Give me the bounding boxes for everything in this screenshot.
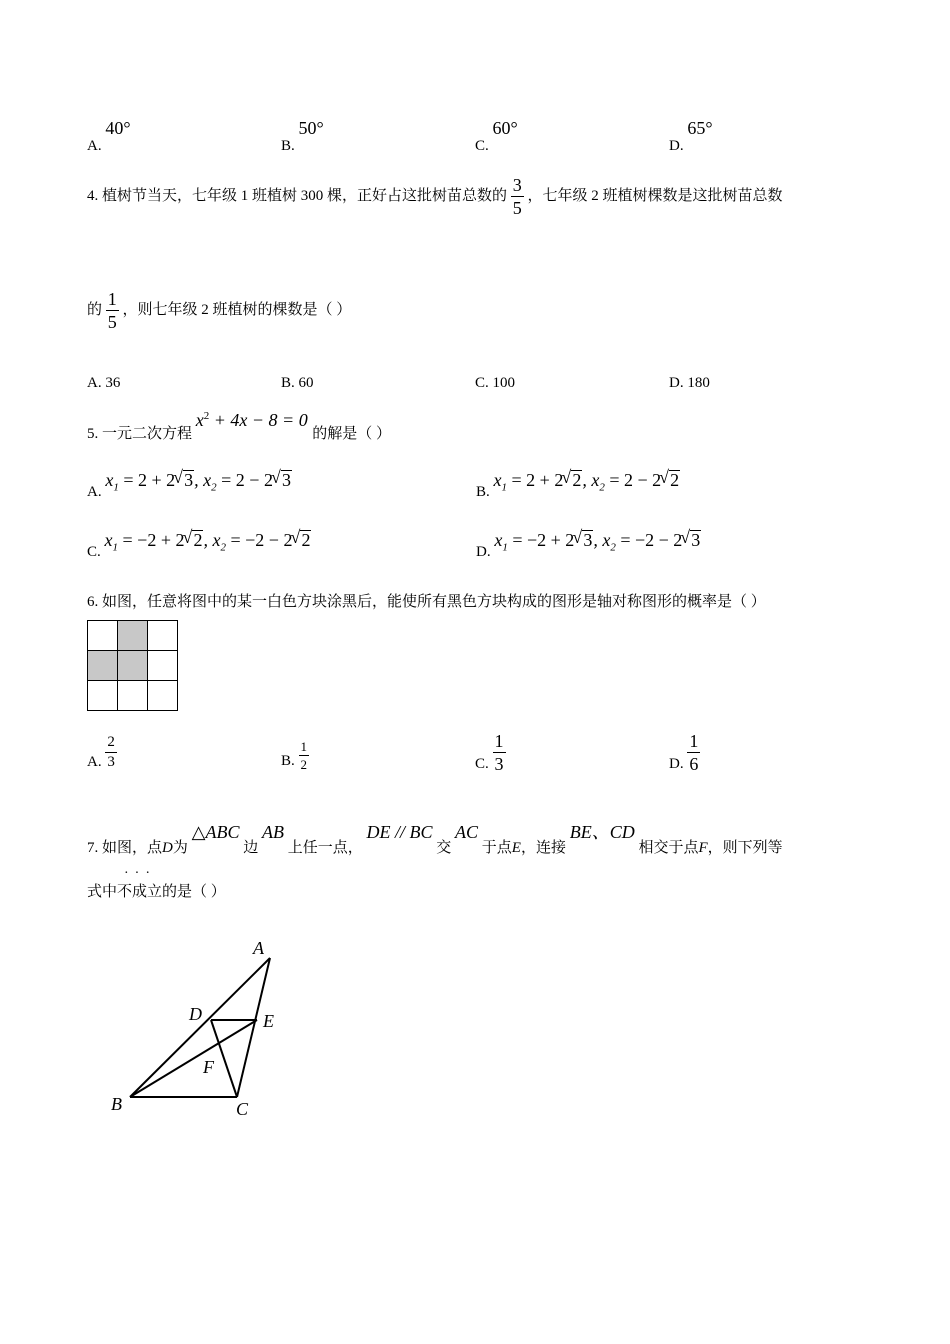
q7-text: 边: [243, 840, 259, 856]
option-fraction: [687, 732, 700, 773]
q4-option-d[interactable]: [669, 375, 710, 392]
q7-text: 为: [172, 840, 188, 856]
q4-fraction-1-5: [106, 290, 119, 331]
equation-tail: + 4x − 8 = 0: [209, 410, 308, 430]
option-letter: D.: [669, 138, 684, 154]
sqrt-radicand: √ 2: [571, 470, 582, 491]
q5-stem: [87, 410, 391, 442]
q4-text: ，则七年级 2 班植树的棵数是（ ）: [122, 301, 352, 318]
x2-expr: = 2 − 2: [221, 470, 273, 490]
q6-option-a[interactable]: [87, 735, 117, 770]
fraction-numerator: 3: [512, 175, 522, 195]
q7-text: 相交于点: [638, 840, 699, 856]
q7-math: AC: [455, 822, 479, 842]
q7-text: 于点: [481, 840, 512, 856]
option-formula: $x_1 = -2 + 2√$ 3, $x_2 = -2 - 2√$ 3: [494, 530, 701, 550]
q4-option-a[interactable]: [87, 375, 120, 392]
option-letter: B.: [281, 752, 295, 769]
q7-math: AB: [261, 822, 284, 842]
q7-text: 上任一点，: [287, 840, 363, 856]
sqrt-radicand: √ 2: [192, 530, 203, 551]
q4-stem-line2: [87, 290, 351, 331]
side-ab: [130, 958, 270, 1097]
q7-math: BE、CD: [569, 822, 635, 842]
equation-exponent: 2: [203, 410, 210, 422]
grid-cell-shaded: [88, 651, 118, 681]
option-formula: $x_1 = 2 + 2√$ 2, $x_2 = 2 - 2√$ 2: [494, 470, 681, 490]
fraction-numerator: 1: [689, 731, 699, 751]
fraction-denominator: 5: [107, 312, 117, 332]
segment-be: [130, 1020, 257, 1097]
option-value: 60°: [492, 118, 518, 138]
q6-option-b[interactable]: [281, 740, 309, 771]
q7-math: △ABC: [191, 822, 240, 842]
option-letter: A.: [87, 484, 102, 500]
q7-math: DE // BC: [366, 822, 433, 842]
q4-fraction-3-5: [511, 176, 524, 217]
q7-stem-line1: [87, 818, 783, 856]
option-letter: D.: [476, 544, 491, 560]
q7-var: F: [698, 840, 708, 856]
grid-cell-shaded: [118, 621, 148, 651]
q7-text: ，则下列等: [707, 840, 783, 856]
option-formula: $x_1 = 2 + 2√$ 3, $x_2 = 2 - 2√$ 3: [105, 470, 292, 490]
x2-expr: = −2 − 2: [230, 530, 293, 550]
q4-option-b[interactable]: [281, 375, 314, 392]
grid-cell-white: [118, 681, 148, 711]
x2-expr: = 2 − 2: [609, 470, 662, 490]
option-letter: D.: [669, 375, 684, 391]
sqrt-radicand: √ 2: [300, 530, 311, 551]
label-e: E: [263, 1011, 274, 1031]
q7-text: 交: [436, 840, 452, 856]
grid-cell-white: [88, 681, 118, 711]
fraction-numerator: 1: [494, 731, 504, 751]
option-letter: A.: [87, 753, 102, 770]
q4-text: ，七年级 2 班植树棵数是这批树苗总数: [527, 187, 783, 204]
q6-stem: 6. 如图，任意将图中的某一白色方块涂黑后，能使所有黑色方块构成的图形是轴对称图形的概率是（ ）: [87, 594, 766, 610]
q6-grid-figure: [87, 620, 178, 711]
x1-expr: = 2 + 2: [511, 470, 564, 490]
q7-text: 7. 如图，点: [87, 840, 163, 856]
q6-option-c[interactable]: [475, 732, 506, 773]
option-value: 180: [687, 375, 710, 391]
fraction-numerator: 1: [107, 289, 117, 309]
option-letter: D.: [669, 755, 684, 772]
q3-option-d[interactable]: [669, 118, 713, 154]
option-value: 36: [105, 375, 121, 391]
grid-cell-white: [148, 651, 178, 681]
option-value: 65°: [687, 118, 713, 138]
option-fraction: [105, 735, 117, 770]
q5-option-b[interactable]: [476, 470, 680, 500]
grid-cell-white: [148, 681, 178, 711]
option-letter: C.: [87, 544, 101, 560]
q7-var: D: [162, 840, 173, 856]
q4-stem-line1: [87, 176, 783, 217]
sqrt-radicand: √ 2: [669, 470, 680, 491]
option-letter: C.: [475, 138, 489, 154]
option-value: 100: [492, 375, 516, 391]
x1-expr: = 2 + 2: [123, 470, 176, 490]
fraction-denominator: 6: [689, 754, 699, 774]
grid-cell-white: [88, 621, 118, 651]
q5-text: 的解是（ ）: [312, 426, 391, 442]
label-f: F: [203, 1057, 214, 1077]
option-letter: C.: [475, 375, 489, 391]
x2-expr: = −2 − 2: [620, 530, 683, 550]
q4-text: 的: [87, 301, 103, 318]
q5-text: 5. 一元二次方程: [87, 426, 193, 442]
q5-equation: [196, 410, 312, 430]
option-value: 50°: [298, 118, 324, 138]
option-value: 40°: [105, 118, 131, 138]
q4-option-c[interactable]: [475, 375, 515, 392]
equation-head: x: [195, 410, 204, 430]
q5-option-c[interactable]: [87, 530, 311, 560]
q3-option-a[interactable]: [87, 118, 131, 154]
grid-cell-white: [148, 621, 178, 651]
option-letter: A.: [87, 138, 102, 154]
sqrt-radicand: √ 3: [690, 530, 701, 551]
emphasis-dots: ···: [124, 866, 156, 881]
option-fraction: [299, 740, 310, 771]
label-d: D: [189, 1004, 202, 1024]
label-a: A: [253, 938, 264, 958]
fraction-denominator: 2: [300, 757, 308, 772]
q5-option-a[interactable]: [87, 470, 292, 500]
fraction-denominator: 5: [512, 198, 522, 218]
option-fraction: [493, 732, 506, 773]
x1-expr: = −2 + 2: [512, 530, 575, 550]
fraction-numerator: 2: [105, 735, 117, 753]
fraction-numerator: 1: [300, 739, 308, 754]
segment-cd: [211, 1020, 237, 1097]
q5-option-d[interactable]: [476, 530, 701, 560]
label-b: B: [111, 1094, 122, 1114]
option-letter: B.: [281, 375, 295, 391]
grid-cell-shaded: [118, 651, 148, 681]
x1-expr: = −2 + 2: [122, 530, 185, 550]
q3-option-c[interactable]: [475, 118, 518, 154]
q6-option-d[interactable]: [669, 732, 700, 773]
sqrt-radicand: √ 3: [183, 470, 194, 491]
q3-option-b[interactable]: [281, 118, 324, 154]
fraction-denominator: 3: [494, 754, 504, 774]
option-letter: C.: [475, 755, 489, 772]
option-letter: A.: [87, 375, 102, 391]
q7-triangle-figure: [105, 935, 305, 1120]
option-value: 60: [298, 375, 314, 391]
option-letter: B.: [281, 138, 295, 154]
q7-var: E: [511, 840, 521, 856]
q7-stem-line2: 式中不成立的是（ ）: [87, 884, 226, 900]
fraction-denominator: 3: [107, 754, 115, 770]
option-formula: $x_1 = -2 + 2√$ 2, $x_2 = -2 - 2√$ 2: [105, 530, 312, 550]
option-letter: B.: [476, 484, 490, 500]
sqrt-radicand: √ 3: [281, 470, 292, 491]
label-c: C: [236, 1099, 249, 1119]
q4-text: 4. 植树节当天，七年级 1 班植树 300 棵，正好占这批树苗总数的: [87, 187, 508, 204]
sqrt-radicand: √ 3: [582, 530, 593, 551]
q7-text: ，连接: [520, 840, 566, 856]
